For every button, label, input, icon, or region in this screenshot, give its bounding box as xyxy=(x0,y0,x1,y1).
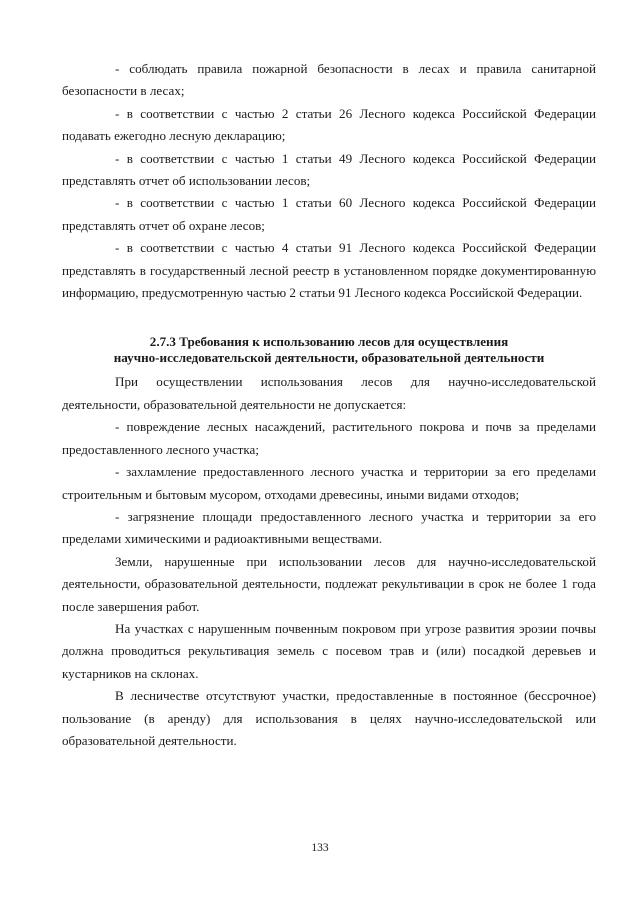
section-paragraph-erosion: На участках с нарушенным почвенным покровом при угрозе развития эрозии почвы должна проводиться рекультивация земель с посевом трав и (или) посадкой деревьев и кустарников на склонах. xyxy=(62,620,596,681)
intro-item-forest-declaration: - в соответствии с частью 2 статьи 26 Лесного кодекса Российской Федерации подавать ежегодно лесную декларацию; xyxy=(62,105,596,144)
section-paragraph-recultivation-term: Земли, нарушенные при использовании лесов для научно-исследовательской деятельности, образовательной деятельности, подлежат рекультивации в срок не более 1 года после завершения работ. xyxy=(62,553,596,614)
intro-item-forest-registry: - в соответствии с частью 4 статьи 91 Лесного кодекса Российской Федерации представлять в государственный лесной реестр в установленном порядке документированную информацию, предусмотренную частью 2 статьи 91 Лесного кодекса Российской Федерации. xyxy=(62,240,596,301)
document-page xyxy=(62,58,596,752)
section-paragraph-no-plots: В лесничестве отсутствуют участки, предоставленные в постоянное (бессрочное) пользование (в аренду) для использования в целях научно-исследовательской или образовательной деятельности. xyxy=(62,688,596,748)
section-heading-line2: научно-исследовательской деятельности, образовательной деятельности xyxy=(113,349,545,365)
section-heading xyxy=(62,334,596,365)
page-number: 133 xyxy=(311,842,329,854)
intro-item-protection-report: - в соответствии с частью 1 статьи 60 Лесного кодекса Российской Федерации представлять отчет об охране лесов; xyxy=(62,195,596,233)
section-item-damage: - повреждение лесных насаждений, растительного покрова и почв за пределами предоставленного лесного участка; xyxy=(62,419,596,457)
section-item-pollution: - загрязнение площади предоставленного лесного участка и территории за его пределами химическими и радиоактивными веществами. xyxy=(62,508,596,547)
intro-item-fire-safety: - соблюдать правила пожарной безопасности в лесах и правила санитарной безопасности в лесах; xyxy=(62,61,596,99)
section-heading-line1: 2.7.3 Требования к использованию лесов для осуществления xyxy=(149,334,509,350)
intro-item-usage-report: - в соответствии с частью 1 статьи 49 Лесного кодекса Российской Федерации представлять отчет об использовании лесов; xyxy=(62,150,596,189)
section-item-littering: - захламление предоставленного лесного участка и территории за его пределами строительным и бытовым мусором, отходами древесины, иными видами отходов; xyxy=(62,464,596,502)
section-paragraph-intro: При осуществлении использования лесов для научно-исследовательской деятельности, образовательной деятельности не допускается: xyxy=(62,374,596,412)
